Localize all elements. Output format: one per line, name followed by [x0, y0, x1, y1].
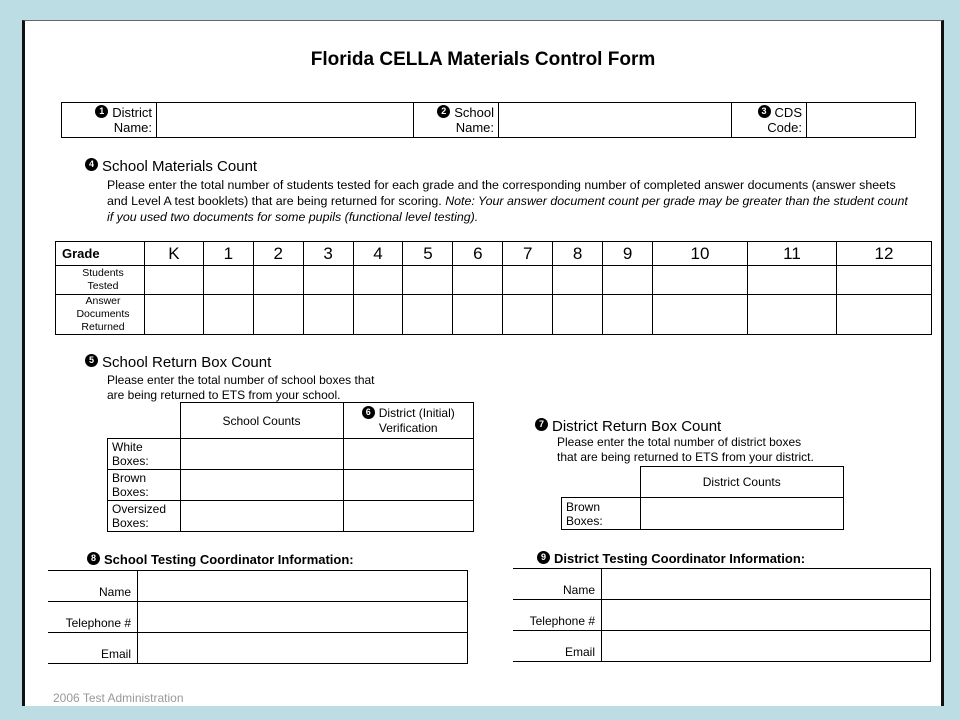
answer-documents-cell[interactable]: [145, 295, 204, 335]
answer-documents-cell[interactable]: [747, 295, 836, 335]
district-coordinator-name-field[interactable]: [602, 569, 931, 600]
students-tested-cell[interactable]: [603, 266, 653, 295]
answer-documents-cell[interactable]: [203, 295, 253, 335]
answer-documents-cell[interactable]: [836, 295, 931, 335]
district-brown-boxes-label: Brown Boxes:: [562, 498, 641, 530]
district-counts-header: District Counts: [640, 467, 844, 498]
corner-cell: [562, 467, 641, 498]
number-9-icon: 9: [537, 551, 550, 564]
oversized-boxes-label: Oversized Boxes:: [108, 501, 181, 532]
grade-table: [55, 241, 932, 335]
number-3-icon: 3: [758, 105, 771, 118]
answer-documents-cell[interactable]: [553, 295, 603, 335]
grade-header: 9: [603, 242, 653, 266]
grade-label: Grade: [56, 242, 145, 266]
school-coordinator-heading: 8 School Testing Coordinator Information:: [87, 552, 354, 567]
school-coordinator-email-label: Email: [48, 633, 138, 664]
answer-documents-cell[interactable]: [353, 295, 403, 335]
school-coordinator-email-field[interactable]: [138, 633, 468, 664]
answer-documents-label: Answer Documents Returned: [56, 295, 145, 335]
students-tested-label: Students Tested: [56, 266, 145, 295]
school-box-table: [107, 402, 474, 532]
district-name-label: 1 District Name:: [62, 103, 157, 138]
oversized-boxes-district-field[interactable]: [343, 501, 474, 532]
students-tested-cell[interactable]: [553, 266, 603, 295]
students-tested-cell[interactable]: [303, 266, 353, 295]
students-tested-cell[interactable]: [403, 266, 453, 295]
answer-documents-cell[interactable]: [503, 295, 553, 335]
students-tested-cell[interactable]: [747, 266, 836, 295]
number-7-icon: 7: [535, 418, 548, 431]
students-tested-cell[interactable]: [253, 266, 303, 295]
grade-header: 6: [453, 242, 503, 266]
answer-documents-cell[interactable]: [303, 295, 353, 335]
number-4-icon: 4: [85, 158, 98, 171]
district-coordinator-email-field[interactable]: [602, 631, 931, 662]
materials-heading: 4 School Materials Count: [85, 158, 257, 175]
grade-header: 4: [353, 242, 403, 266]
materials-instructions: Please enter the total number of students tested for each grade and the corresponding number of completed answer documents (answer sheets and Level A test booklets) that are being returned for scoring. Note: Your answer document count per grade may be greater than the student count if you used two documents for some pupils (functional level testing).: [107, 178, 908, 224]
brown-boxes-school-field[interactable]: [180, 470, 343, 501]
grade-header: 3: [303, 242, 353, 266]
school-name-field[interactable]: [499, 103, 732, 138]
grade-header: 11: [747, 242, 836, 266]
form-title: Florida CELLA Materials Control Form: [310, 49, 656, 70]
district-box-instructions: Please enter the total number of district boxes that are being returned to ETS from your district.: [557, 435, 814, 464]
answer-documents-cell[interactable]: [653, 295, 748, 335]
school-box-heading: 5 School Return Box Count: [85, 354, 271, 371]
school-coordinator-telephone-field[interactable]: [138, 602, 468, 633]
district-coordinator-name-label: Name: [513, 569, 602, 600]
number-2-icon: 2: [437, 105, 450, 118]
district-coordinator-heading: 9 District Testing Coordinator Information:: [537, 551, 805, 566]
school-coordinator-telephone-label: Telephone #: [48, 602, 138, 633]
district-box-table: [561, 466, 844, 530]
school-box-instructions: Please enter the total number of school boxes that are being returned to ETS from your school.: [107, 373, 375, 402]
brown-boxes-label: Brown Boxes:: [108, 470, 181, 501]
school-counts-header: School Counts: [180, 403, 343, 439]
number-8-icon: 8: [87, 552, 100, 565]
students-tested-cell[interactable]: [503, 266, 553, 295]
header-table: [61, 102, 916, 138]
students-tested-cell[interactable]: [145, 266, 204, 295]
school-coordinator-name-label: Name: [48, 571, 138, 602]
grade-header: 8: [553, 242, 603, 266]
corner-cell: [108, 403, 181, 439]
footer-text: 2006 Test Administration: [53, 691, 184, 705]
number-1-icon: 1: [95, 105, 108, 118]
cds-code-field[interactable]: [807, 103, 916, 138]
district-box-heading: 7 District Return Box Count: [535, 418, 721, 435]
students-tested-cell[interactable]: [353, 266, 403, 295]
answer-documents-cell[interactable]: [603, 295, 653, 335]
grade-header: 10: [653, 242, 748, 266]
materials-note: Note: Your answer document count per grade may be greater than the student count if you used two documents for some pupils (functional level testing).: [107, 194, 908, 224]
answer-documents-cell[interactable]: [253, 295, 303, 335]
white-boxes-school-field[interactable]: [180, 439, 343, 470]
district-coordinator-telephone-field[interactable]: [602, 600, 931, 631]
answer-documents-cell[interactable]: [453, 295, 503, 335]
district-coordinator-table: [513, 568, 931, 662]
number-5-icon: 5: [85, 354, 98, 367]
students-tested-cell[interactable]: [836, 266, 931, 295]
district-coordinator-email-label: Email: [513, 631, 602, 662]
grade-header: 5: [403, 242, 453, 266]
district-brown-boxes-field[interactable]: [640, 498, 844, 530]
school-coordinator-name-field[interactable]: [138, 571, 468, 602]
form-page: [22, 20, 944, 706]
students-tested-cell[interactable]: [653, 266, 748, 295]
brown-boxes-district-field[interactable]: [343, 470, 474, 501]
oversized-boxes-school-field[interactable]: [180, 501, 343, 532]
district-name-field[interactable]: [157, 103, 414, 138]
students-tested-cell[interactable]: [203, 266, 253, 295]
cds-code-label: 3 CDS Code:: [732, 103, 807, 138]
grade-header: 2: [253, 242, 303, 266]
grade-header: 1: [203, 242, 253, 266]
students-tested-cell[interactable]: [453, 266, 503, 295]
grade-header: K: [145, 242, 204, 266]
grade-header: 12: [836, 242, 931, 266]
district-verification-header: 6 District (Initial) Verification: [343, 403, 474, 439]
grade-header: 7: [503, 242, 553, 266]
answer-documents-cell[interactable]: [403, 295, 453, 335]
school-name-label: 2 School Name:: [414, 103, 499, 138]
number-6-icon: 6: [362, 406, 375, 419]
district-coordinator-telephone-label: Telephone #: [513, 600, 602, 631]
white-boxes-label: White Boxes:: [108, 439, 181, 470]
school-coordinator-table: [48, 570, 468, 664]
white-boxes-district-field[interactable]: [343, 439, 474, 470]
